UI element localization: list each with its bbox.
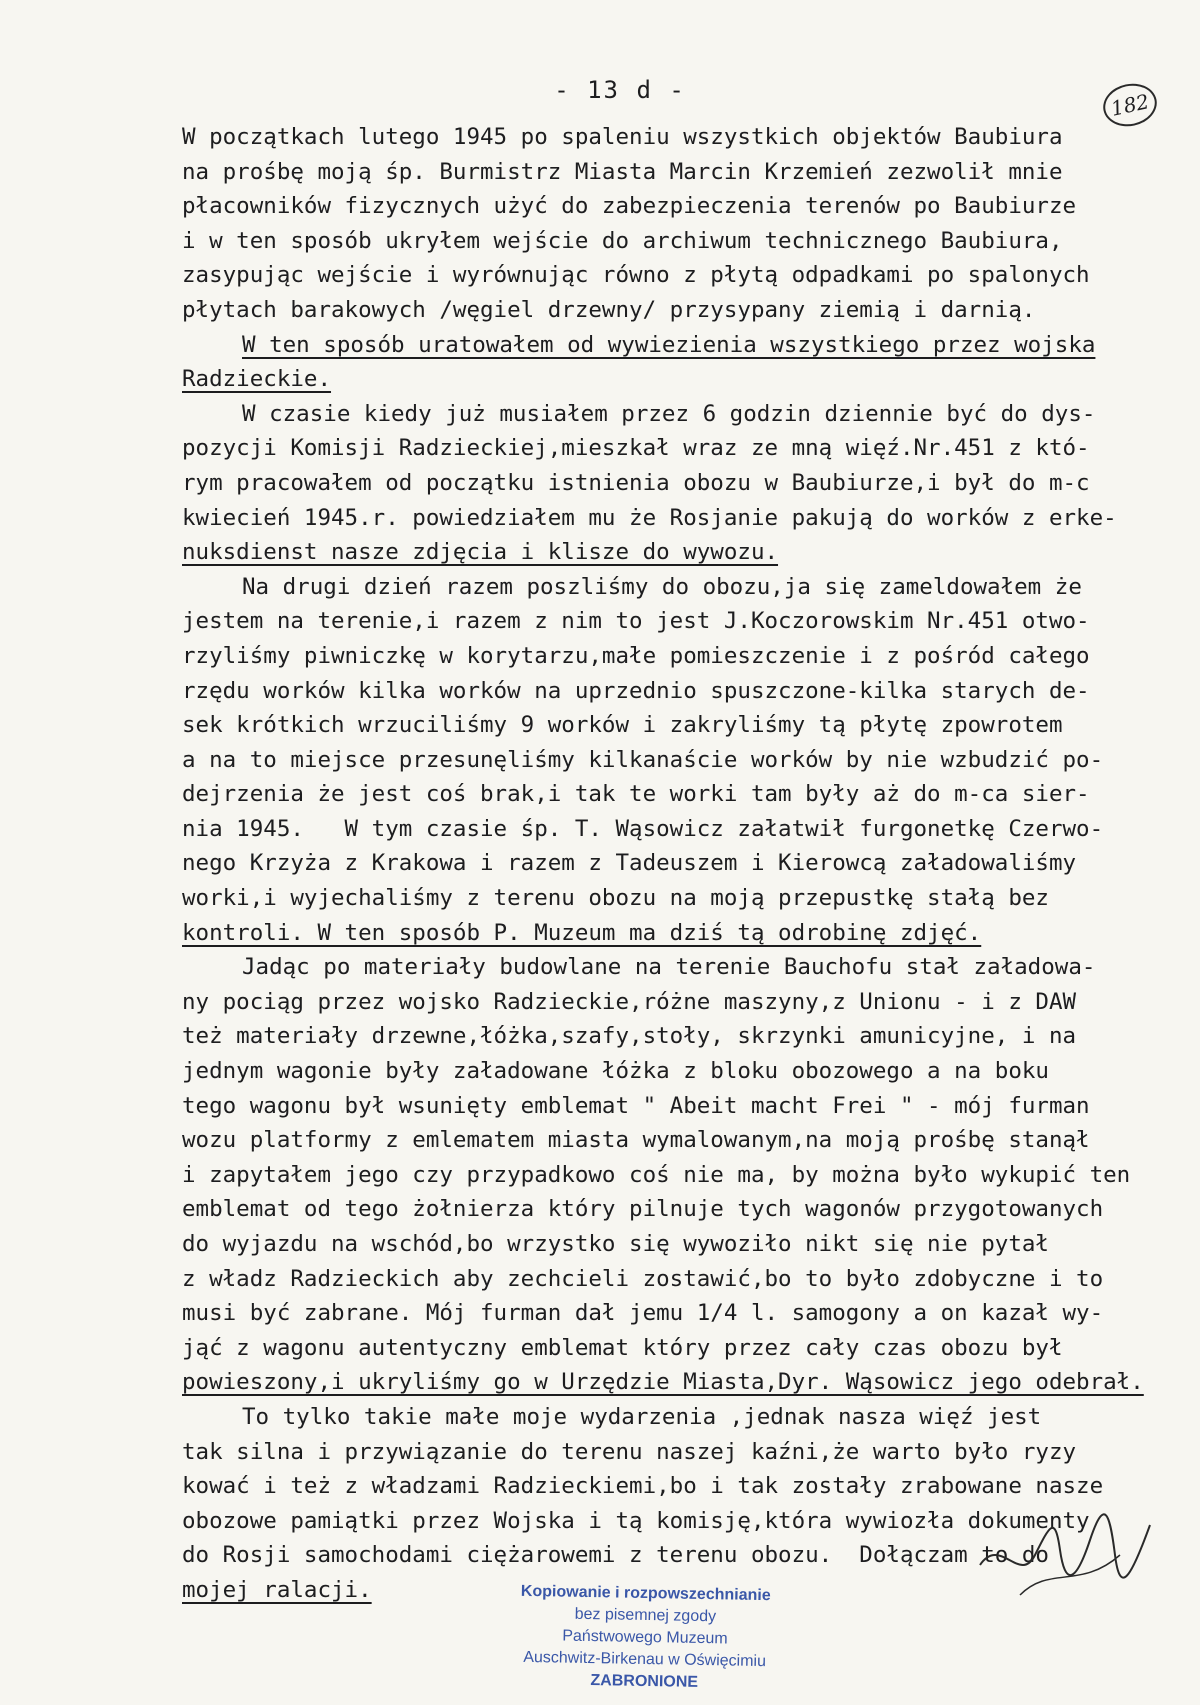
text-line: rzędu worków kilka worków na uprzednio spuszczone-kilka starych de- — [182, 677, 1090, 704]
text-line: kwiecień 1945.r. powiedziałem mu że Rosjanie pakują do worków z erke- — [182, 504, 1117, 531]
text-line: jednym wagonie były załadowane łóżka z bloku obozowego a na boku — [182, 1058, 1049, 1085]
text-line: To tylko takie małe moje wydarzenia ,jednak nasza więź jest — [242, 1403, 1042, 1430]
archive-number-circle: 182 — [1099, 79, 1161, 131]
text-line: worki,i wyjechaliśmy z terenu obozu na moją przepustkę stałą bez — [182, 885, 1049, 912]
text-line: tego wagonu był wsunięty emblemat " Abeit macht Frei " - mój furman — [182, 1092, 1090, 1119]
text-line: W ten sposób uratowałem od wywiezienia wszystkiego przez wojska — [242, 331, 1096, 358]
stamp-line-2: bez pisemnej zgody — [574, 1605, 717, 1626]
text-line: jąć z wagonu autentyczny emblemat który przez cały czas obozu był — [182, 1334, 1063, 1361]
text-line: płacowników fizycznych użyć do zabezpieczenia terenów po Baubiurze — [182, 193, 1077, 220]
text-line: zasypując wejście i wyrównując równo z płytą odpadkami po spalonych — [182, 262, 1090, 289]
text-line: jestem na terenie,i razem z nim to jest J.Koczorowskim Nr.451 otwo- — [182, 608, 1090, 635]
text-line: W czasie kiedy już musiałem przez 6 godzin dziennie być do dys- — [242, 400, 1096, 427]
text-line: tak silna i przywiązanie do terenu naszej kaźni,że warto było ryzy — [182, 1438, 1077, 1465]
text-line: i zapytałem jego czy przypadkowo coś nie ma, by można było wykupić ten — [182, 1161, 1131, 1188]
text-line: wozu platformy z emlematem miasta wymalowanym,na moją prośbę stanął — [182, 1127, 1090, 1154]
text-line: Jadąc po materiały budowlane na terenie Bauchofu stał załadowa- — [242, 954, 1096, 981]
text-line: musi być zabrane. Mój furman dał jemu 1/4 l. samogony a on kazał wy- — [182, 1300, 1104, 1327]
text-line: Na drugi dzień razem poszliśmy do obozu,ja się zameldowałem że — [242, 573, 1082, 600]
text-line: obozowe pamiątki przez Wojska i tą komisję,która wywiozła dokumenty — [182, 1507, 1090, 1534]
text-line: rym pracowałem od początku istnienia obozu w Baubiurze,i był do m-c — [182, 469, 1090, 496]
text-line: kować i też z władzami Radzieckiemi,bo i tak zostały zrabowane nasze — [182, 1473, 1104, 1500]
text-line: też materiały drzewne,łóżka,szafy,stoły, skrzynki amunicyjne, i na — [182, 1023, 1077, 1050]
text-line: powieszony,i ukryliśmy go w Urzędzie Miasta,Dyr. Wąsowicz jego odebrał. — [182, 1369, 1144, 1396]
stamp-line-3: Państwowego Muzeum — [562, 1627, 728, 1648]
text-line: na prośbę moją śp. Burmistrz Miasta Marcin Krzemień zezwolił mnie — [182, 158, 1063, 185]
text-line: kontroli. W ten sposób P. Muzeum ma dziś tą odrobinę zdjęć. — [182, 919, 982, 946]
text-line: mojej ralacji. — [182, 1576, 372, 1603]
text-line: a na to miejsce przesunęliśmy kilkanaście worków by nie wzbudzić po- — [182, 746, 1104, 773]
handwritten-signature — [960, 1495, 1160, 1605]
text-line: do Rosji samochodami ciężarowemi z terenu obozu. Dołączam to do — [182, 1542, 1049, 1569]
text-line: ny pociąg przez wojsko Radzieckie,różne maszyny,z Unionu - i z DAW — [182, 988, 1077, 1015]
text-line: W początkach lutego 1945 po spaleniu wszystkich objektów Baubiura — [182, 124, 1063, 150]
text-line: emblemat od tego żołnierza który pilnuje tych wagonów przygotowanych — [182, 1196, 1104, 1223]
text-line: nia 1945. W tym czasie śp. T. Wąsowicz załatwił furgonetkę Czerwo- — [182, 815, 1104, 842]
text-line: rzyliśmy piwniczkę w korytarzu,małe pomieszczenie i z pośród całego — [182, 642, 1090, 669]
text-line: dejrzenia że jest coś brak,i tak te worki tam były aż do m-ca sier- — [182, 781, 1090, 808]
text-line: i w ten sposób ukryłem wejście do archiwum technicznego Baubiura, — [182, 227, 1063, 254]
text-line: nuksdienst nasze zdjęcia i klisze do wywozu. — [182, 539, 779, 566]
text-line: Radzieckie. — [182, 366, 332, 393]
text-line: nego Krzyża z Krakowa i razem z Tadeuszem i Kierowcą załadowaliśmy — [182, 850, 1077, 877]
page-header: - 13 d - — [554, 76, 686, 104]
stamp-line-4: Auschwitz-Birkenau w Oświęcimiu — [523, 1648, 767, 1671]
text-line: płytach barakowych /węgiel drzewny/ przysypany ziemią i darnią. — [182, 296, 1036, 323]
text-line: do wyjazdu na wschód,bo wrzystko się wywoziło nikt się nie pytał — [182, 1231, 1049, 1257]
stamp-line-1: Kopiowanie i rozpowszechnianie — [520, 1582, 771, 1605]
text-line: pozycji Komisji Radzieckiej,mieszkał wraz ze mną więź.Nr.451 z któ- — [182, 435, 1090, 462]
copyright-stamp — [499, 1580, 791, 1695]
text-line: sek krótkich wrzuciliśmy 9 worków i zakryliśmy tą płytę zpowrotem — [182, 712, 1063, 739]
text-line: z władz Radzieckich aby zechcieli zostawić,bo to było zdobyczne i to — [182, 1265, 1104, 1292]
typewritten-body — [182, 120, 1192, 1608]
stamp-line-5: ZABRONIONE — [590, 1672, 699, 1691]
